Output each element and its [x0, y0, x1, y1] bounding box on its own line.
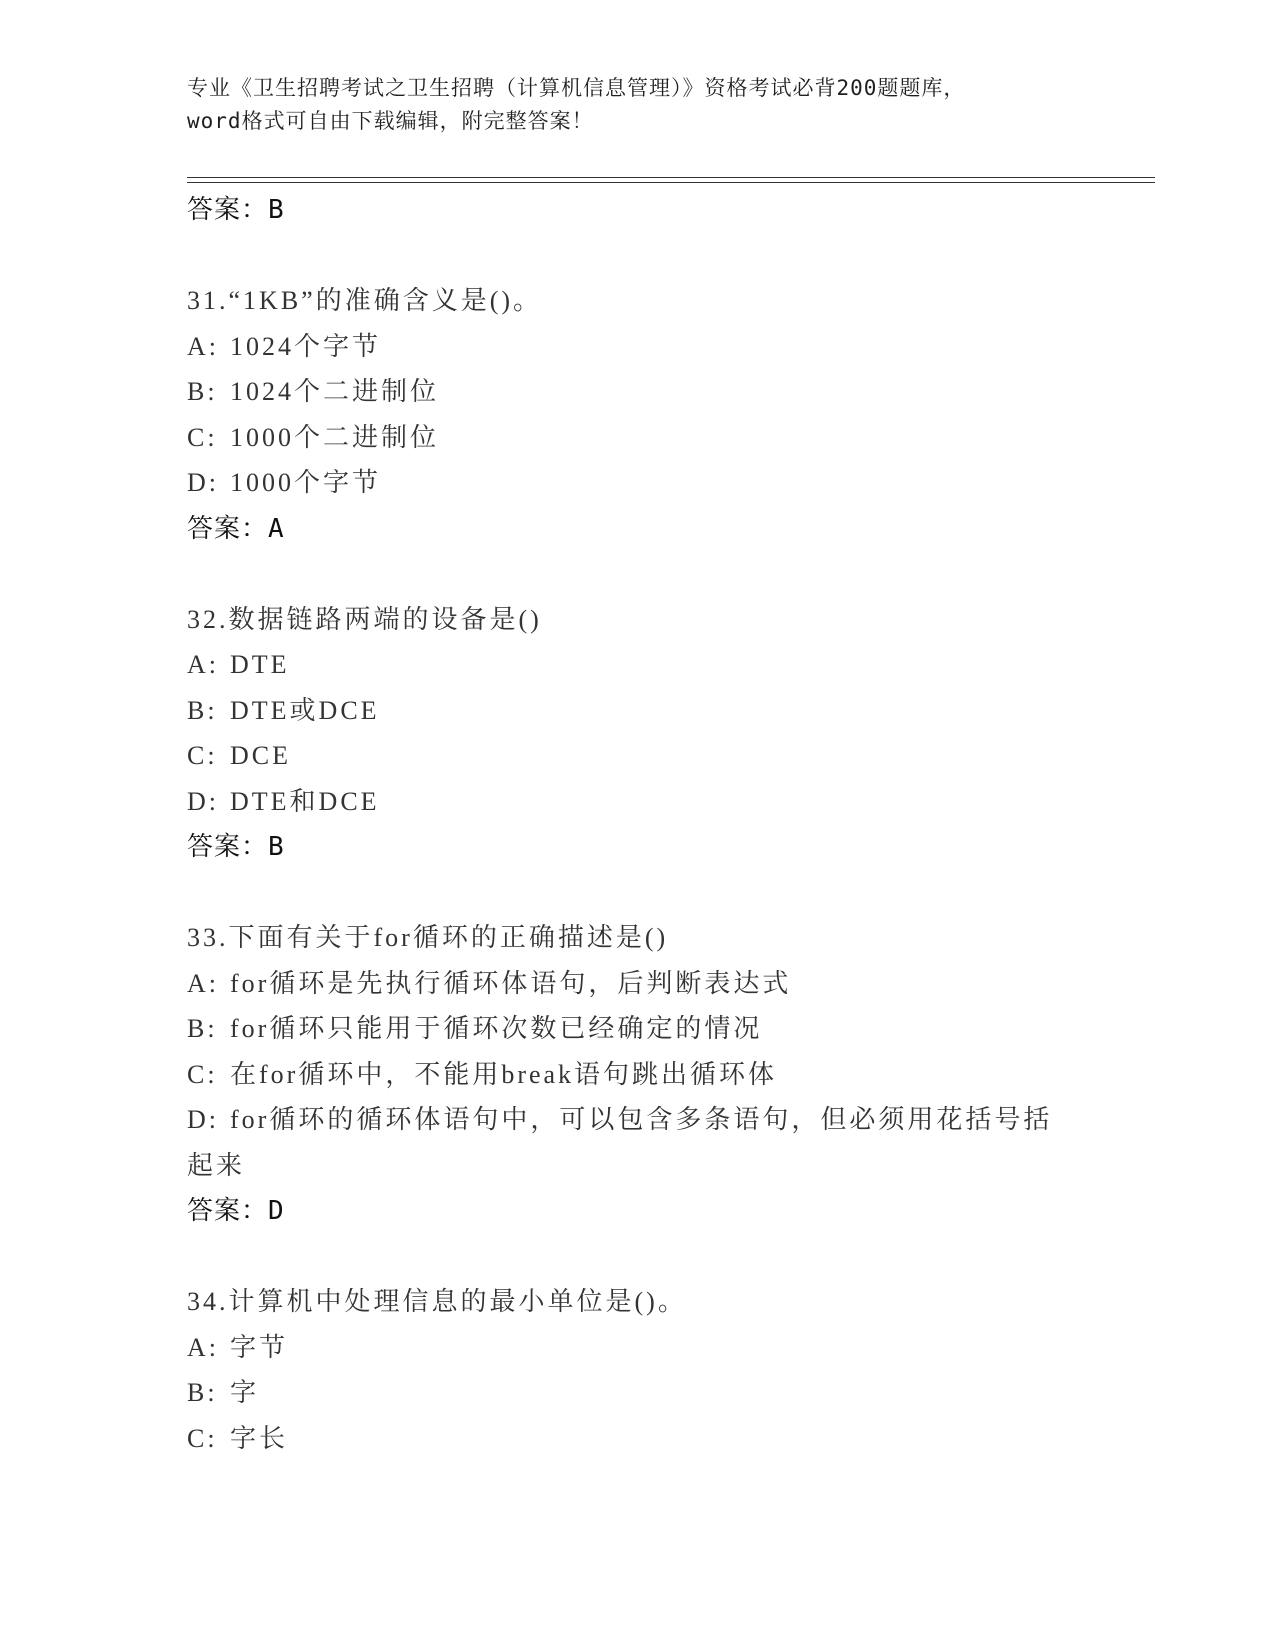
option-a [187, 961, 1087, 1007]
option-letter: A: [187, 650, 219, 679]
option-text: 1000个字节 [230, 468, 382, 497]
spacer [187, 552, 1087, 597]
option-text: 1024个二进制位 [230, 377, 440, 406]
option-letter: B: [187, 695, 218, 725]
question-34 [187, 1279, 1087, 1461]
page-header [187, 72, 1087, 138]
option-letter: A: [187, 968, 219, 998]
answer-line-30: 答案：B [187, 195, 285, 225]
option-c [187, 415, 1087, 461]
answer-line: 答案：D [187, 1196, 285, 1226]
option-text: DTE [230, 650, 290, 679]
option-text: DCE [230, 741, 291, 770]
option-c [187, 733, 1087, 779]
header-divider-top [187, 177, 1155, 178]
option-text: for循环只能用于循环次数已经确定的情况 [230, 1014, 763, 1043]
question-31 [187, 278, 1087, 552]
spacer [187, 233, 1087, 278]
option-a [187, 1325, 1087, 1371]
option-a [187, 642, 1087, 688]
option-d [187, 1097, 1067, 1188]
option-letter: D: [187, 468, 219, 497]
option-b [187, 1370, 1087, 1416]
option-letter: D: [187, 1105, 219, 1134]
option-c [187, 1416, 1087, 1462]
spacer [187, 1234, 1087, 1279]
option-letter: C: [187, 422, 218, 452]
option-text: 1024个字节 [230, 331, 382, 361]
option-letter: B: [187, 1378, 218, 1407]
question-32 [187, 597, 1087, 871]
option-letter: C: [187, 1059, 218, 1089]
option-text: 字节 [230, 1332, 289, 1362]
question-stem: 32.数据链路两端的设备是() [187, 604, 542, 634]
option-text: 在for循环中，不能用break语句跳出循环体 [230, 1059, 778, 1089]
option-text: DTE或DCE [230, 695, 380, 725]
answer-line: 答案：A [187, 513, 285, 544]
option-b [187, 1006, 1087, 1052]
option-b [187, 369, 1087, 415]
option-letter: C: [187, 741, 218, 770]
header-line-1: 专业《卫生招聘考试之卫生招聘（计算机信息管理）》资格考试必背200题题库， [187, 76, 966, 100]
spacer [187, 870, 1087, 915]
question-content [187, 187, 1087, 1461]
option-a [187, 324, 1087, 370]
option-letter: D: [187, 786, 219, 816]
question-stem: 31.“1KB”的准确含义是()。 [187, 286, 543, 315]
question-stem: 33.下面有关于for循环的正确描述是() [187, 923, 669, 952]
option-b [187, 688, 1087, 734]
option-d [187, 779, 1087, 825]
option-text: for循环的循环体语句中，可以包含多条语句，但必须用花括号括起来 [187, 1105, 1053, 1180]
option-d [187, 460, 1087, 506]
option-text: DTE和DCE [230, 786, 380, 816]
option-text: for循环是先执行循环体语句，后判断表达式 [230, 968, 792, 998]
option-letter: A: [187, 1332, 219, 1362]
option-text: 字长 [230, 1423, 289, 1453]
option-c [187, 1052, 1087, 1098]
option-letter: B: [187, 1014, 218, 1043]
option-text: 字 [230, 1378, 260, 1407]
answer-line: 答案：B [187, 832, 285, 862]
option-letter: B: [187, 377, 218, 406]
question-stem: 34.计算机中处理信息的最小单位是()。 [187, 1287, 687, 1316]
option-text: 1000个二进制位 [230, 422, 440, 452]
option-letter: C: [187, 1423, 218, 1453]
option-letter: A: [187, 331, 219, 361]
header-divider-bottom [187, 182, 1155, 183]
question-33 [187, 915, 1087, 1234]
header-line-2: word格式可自由下载编辑，附完整答案！ [187, 109, 594, 133]
